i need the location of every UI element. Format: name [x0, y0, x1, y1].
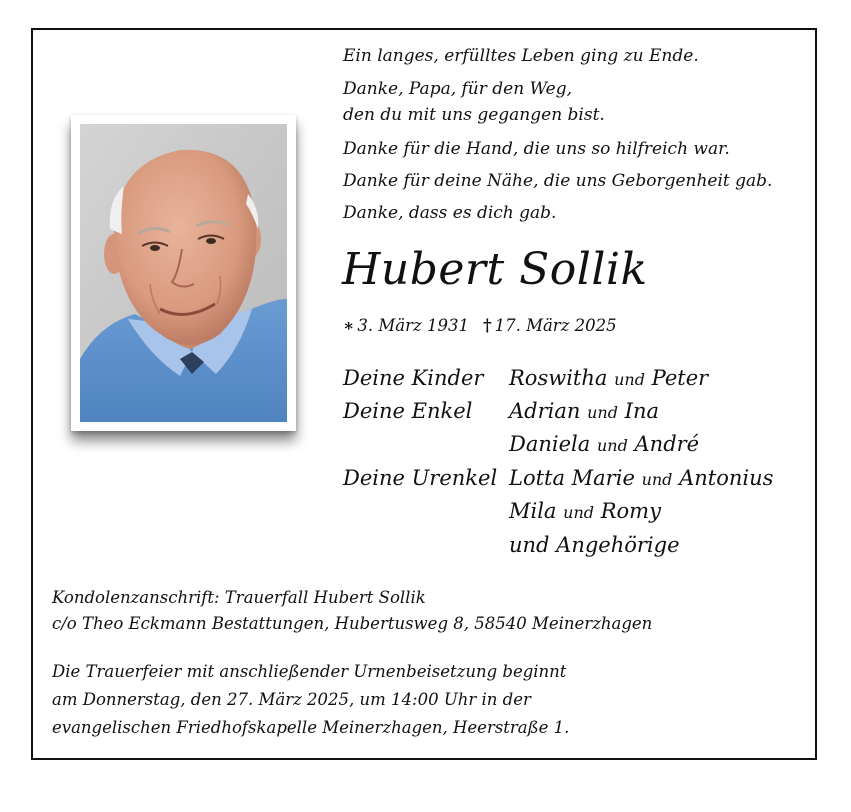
death-date: 17. März 2025 [494, 316, 617, 335]
und-word: und [614, 370, 645, 389]
portrait-photo [80, 124, 287, 422]
urenkel-names-2 [509, 499, 661, 523]
birth-date: 3. März 1931 [357, 316, 469, 335]
label-enkel: Deine Enkel [343, 399, 473, 423]
und-word: und [641, 470, 673, 489]
poem-line: Danke, dass es dich gab. [343, 203, 557, 223]
name: Ina [624, 399, 659, 423]
portrait-image [80, 124, 287, 422]
life-dates [343, 316, 617, 335]
condolence-line-2: c/o Theo Eckmann Bestattungen, Hubertusweg 8, 58540 Meinerzhagen [52, 614, 653, 633]
name: Peter [651, 366, 709, 390]
name: Lotta Marie [509, 466, 635, 490]
poem-line: Ein langes, erfülltes Leben ging zu Ende. [343, 46, 699, 66]
ceremony-line-2: am Donnerstag, den 27. März 2025, um 14:00 Uhr in der [52, 690, 531, 709]
name: Mila [509, 499, 557, 523]
name: Roswitha [509, 366, 608, 390]
name: Antonius [679, 466, 774, 490]
deceased-name: Hubert Sollik [342, 244, 648, 295]
death-cross-icon: † [482, 316, 492, 335]
label-kinder: Deine Kinder [343, 366, 484, 390]
name: Daniela [509, 432, 591, 456]
ceremony-line-3: evangelischen Friedhofskapelle Meinerzhagen, Heerstraße 1. [52, 718, 570, 737]
name: Romy [600, 499, 661, 523]
birth-star-icon: ∗ [343, 316, 355, 335]
enkel-names-2 [509, 432, 699, 456]
und-word: und [596, 436, 628, 455]
enkel-names-1 [509, 399, 659, 423]
und-word: und [563, 503, 595, 522]
portrait-photo-frame [71, 115, 296, 431]
angehoerige: und Angehörige [509, 533, 680, 557]
poem-line: Danke, Papa, für den Weg, [343, 79, 573, 99]
kinder-names [509, 366, 708, 390]
label-urenkel: Deine Urenkel [343, 466, 498, 490]
name: André [634, 432, 700, 456]
ceremony-line-1: Die Trauerfeier mit anschließender Urnenbeisetzung beginnt [52, 662, 567, 681]
urenkel-names-1 [509, 466, 773, 490]
poem-line: Danke für deine Nähe, die uns Geborgenheit gab. [343, 171, 773, 191]
poem-line: den du mit uns gegangen bist. [343, 105, 605, 125]
name: Adrian [509, 399, 581, 423]
und-word: und [587, 403, 618, 422]
condolence-line-1: Kondolenzanschrift: Trauerfall Hubert Sollik [52, 588, 426, 607]
poem-line: Danke für die Hand, die uns so hilfreich war. [343, 139, 730, 159]
